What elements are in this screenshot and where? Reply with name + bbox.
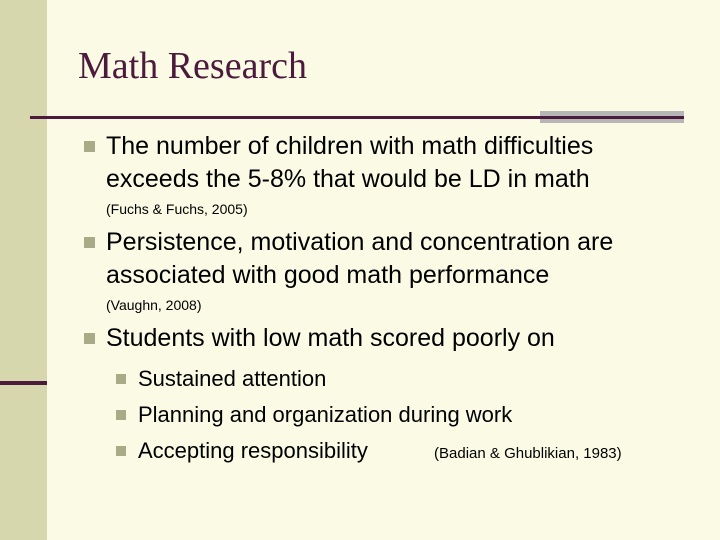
bullet-line: The number of children with math difficulties [106, 132, 594, 160]
bullet-item-3 [78, 322, 698, 472]
square-bullet-icon [84, 237, 95, 248]
title-rule [30, 116, 684, 119]
sub-bullet-item [78, 397, 698, 433]
sub-bullet-list [78, 361, 698, 472]
bullet-line: exceeds the 5-8% that would be LD in math [106, 165, 590, 193]
side-accent-bar [0, 381, 47, 385]
sub-bullet-item [78, 433, 698, 472]
sub-bullet-text: Planning and organization during work [138, 402, 513, 427]
square-bullet-icon [116, 374, 126, 384]
square-bullet-icon [116, 410, 126, 420]
square-bullet-icon [116, 446, 126, 456]
sub-bullet-text: Sustained attention [138, 366, 327, 391]
bullet-text [78, 322, 698, 355]
bullet-text [78, 130, 698, 196]
side-band [0, 0, 47, 540]
bullet-line: Persistence, motivation and concentration are [106, 228, 614, 256]
bullet-item-1 [78, 130, 698, 218]
bullet-item-2 [78, 226, 698, 314]
square-bullet-icon [84, 141, 95, 152]
citation: (Vaughn, 2008) [106, 297, 202, 313]
bullet-line: associated with good math performance [106, 261, 550, 289]
bullet-list [78, 130, 698, 472]
sub-bullet-item [78, 361, 698, 397]
bullet-text [78, 226, 698, 292]
sub-bullet-text: Accepting responsibility [138, 438, 368, 463]
square-bullet-icon [84, 333, 95, 344]
citation: (Fuchs & Fuchs, 2005) [106, 201, 248, 217]
slide-title: Math Research [78, 45, 307, 87]
citation: (Badian & Ghublikian, 1983) [434, 445, 622, 462]
bullet-line: Students with low math scored poorly on [106, 324, 555, 352]
